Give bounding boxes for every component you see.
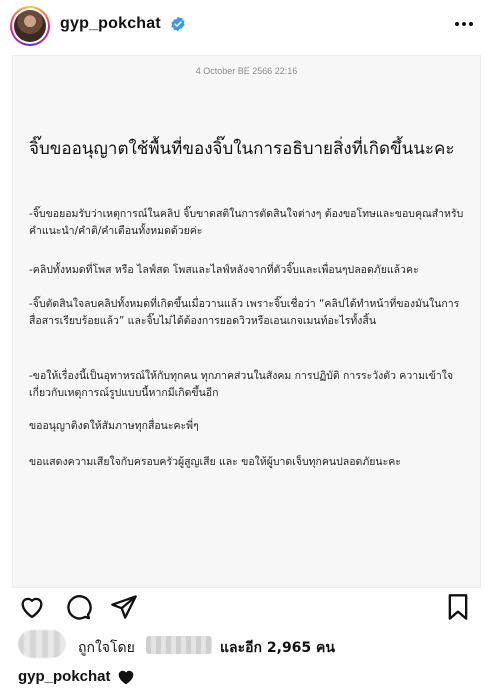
liker-name-blurred[interactable] [146,636,212,654]
post-caption [18,668,135,685]
profile-avatar[interactable] [10,6,50,46]
verified-badge-icon [170,16,186,32]
liked-by-label: ถูกใจโดย [78,640,135,656]
action-bar [0,590,491,624]
share-icon[interactable] [110,593,138,621]
statement-paragraph-3: -จิ๊บตัดสินใจลบคลิปทั้งหมดที่เกิดขึ้นเมื่อวานแล้ว เพราะจิ๊บเชื่อว่า “คลิปได้ทำหน้าที่ของมันในการสื่อสารเรียบร้อยแล้ว” และจิ๊บไม่ได้ต้องการยอดวิวหรือเอนเกจเมนท์อะไรทั้งสิ้น [29,298,460,327]
statement-paragraph-4: -ขอให้เรื่องนี้เป็นอุทาหรณ์ให้กับทุกคน ทุกภาคส่วนในสังคม การปฏิบัติ การระวังตัว ความเข้าใจเกี่ยวกับเหตุการณ์รูปแบบนี้หากมีเกิดขึ้นอีก [29,370,453,399]
post-timestamp: 4 October BE 2566 22:16 [195,66,298,76]
statement-paragraph-5: ขออนุญาติงดให้สัมภาษทุกสื่อนะคะพี่ๆ [29,420,199,432]
profile-username[interactable]: gyp_pokchat [60,15,161,32]
statement-paragraph-1: -จิ๊บขอยอมรับว่าเหตุการณ์ในคลิป จิ๊บขาดสติในการตัดสินใจต่างๆ ต้องขอโทษและขอบคุณสำหรับคำแนะนำ/คำติ/คำเตือนทั้งหมดด้วยค่ะ [29,208,464,237]
statement-title: จิ๊บขออนุญาตใช้พื้นที่ของจิ๊บในการอธิบายสิ่งที่เกิดขึ้นนะคะ [29,139,455,159]
likes-count-link[interactable]: และอีก 2,965 คน [220,640,335,656]
avatar-border [12,8,48,44]
more-options-icon[interactable] [452,12,476,36]
statement-paragraph-6: ขอแสดงความเสียใจกับครอบครัวผู้สูญเสีย และ ขอให้ผู้บาดเจ็บทุกคนปลอดภัยนะคะ [29,456,401,468]
comment-icon[interactable] [64,593,92,621]
caption-username[interactable]: gyp_pokchat [18,668,111,685]
liker-avatar-blurred[interactable] [18,630,66,658]
heart-outline-icon[interactable] [18,593,46,621]
bookmark-icon[interactable] [444,593,472,621]
black-heart-icon [117,669,135,685]
likes-row [0,630,491,660]
statement-paragraph-2: -คลิปทั้งหมดที่โพส หรือ ไลฟ์สด โพสและไลฟ์หลังจากที่ตัวจิ๊บและเพื่อนๆปลอดภัยแล้วคะ [29,264,419,276]
post-image[interactable] [12,55,481,588]
post-header [0,0,491,50]
avatar-image [14,10,46,42]
